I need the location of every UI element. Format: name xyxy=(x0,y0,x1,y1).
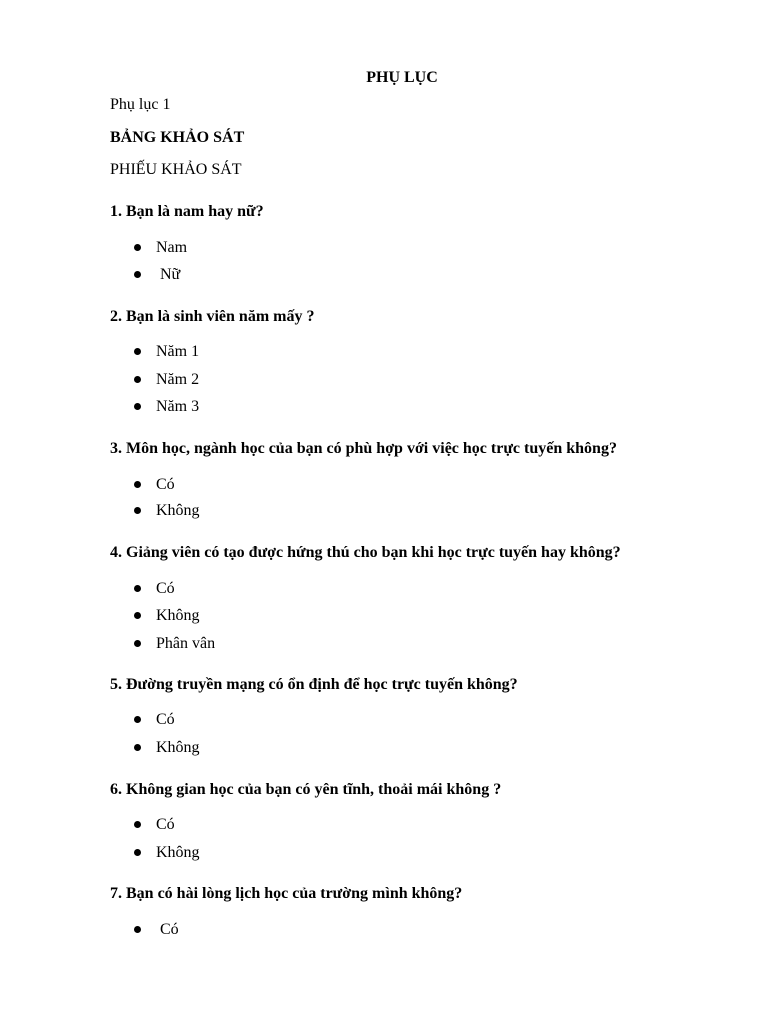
bullet-icon xyxy=(134,376,141,383)
bullet-icon xyxy=(134,507,141,514)
bullet-icon xyxy=(134,585,141,592)
question-4: 4. Giảng viên có tạo được hứng thú cho bạn khi học trực tuyến hay không? xyxy=(110,544,621,561)
bullet-icon xyxy=(134,403,141,410)
survey-heading: PHIẾU KHẢO SÁT xyxy=(110,161,242,178)
option-4-1: Có xyxy=(156,580,175,597)
question-3: 3. Môn học, ngành học của bạn có phù hợp với việc học trực tuyến không? xyxy=(110,440,617,457)
question-1: 1. Bạn là nam hay nữ? xyxy=(110,203,264,220)
option-2-1: Năm 1 xyxy=(156,343,200,360)
bullet-icon xyxy=(134,716,141,723)
option-6-1: Có xyxy=(156,816,175,833)
question-5: 5. Đường truyền mạng có ổn định để học trực tuyến không? xyxy=(110,676,518,693)
option-3-1: Có xyxy=(156,476,175,493)
bullet-icon xyxy=(134,612,141,619)
bullet-icon xyxy=(134,821,141,828)
bullet-icon xyxy=(134,271,141,278)
option-6-2: Không xyxy=(156,844,200,861)
option-1-2: Nữ xyxy=(156,266,181,283)
question-7: 7. Bạn có hài lòng lịch học của trường mình không? xyxy=(110,885,463,902)
table-heading: BẢNG KHẢO SÁT xyxy=(110,129,245,146)
bullet-icon xyxy=(134,244,141,251)
option-2-3: Năm 3 xyxy=(156,398,200,415)
bullet-icon xyxy=(134,926,141,933)
option-4-3: Phân vân xyxy=(156,635,216,652)
bullet-icon xyxy=(134,348,141,355)
option-3-2: Không xyxy=(156,502,200,519)
page-title: PHỤ LỤC xyxy=(366,69,438,86)
question-2: 2. Bạn là sinh viên năm mấy ? xyxy=(110,308,315,325)
option-2-2: Năm 2 xyxy=(156,371,200,388)
option-1-1: Nam xyxy=(156,239,188,256)
option-5-1: Có xyxy=(156,711,175,728)
bullet-icon xyxy=(134,481,141,488)
question-6: 6. Không gian học của bạn có yên tĩnh, thoải mái không ? xyxy=(110,781,502,798)
bullet-icon xyxy=(134,640,141,647)
option-5-2: Không xyxy=(156,739,200,756)
bullet-icon xyxy=(134,744,141,751)
option-4-2: Không xyxy=(156,607,200,624)
appendix-label: Phụ lục 1 xyxy=(110,96,171,113)
bullet-icon xyxy=(134,849,141,856)
option-7-1: Có xyxy=(156,921,179,938)
